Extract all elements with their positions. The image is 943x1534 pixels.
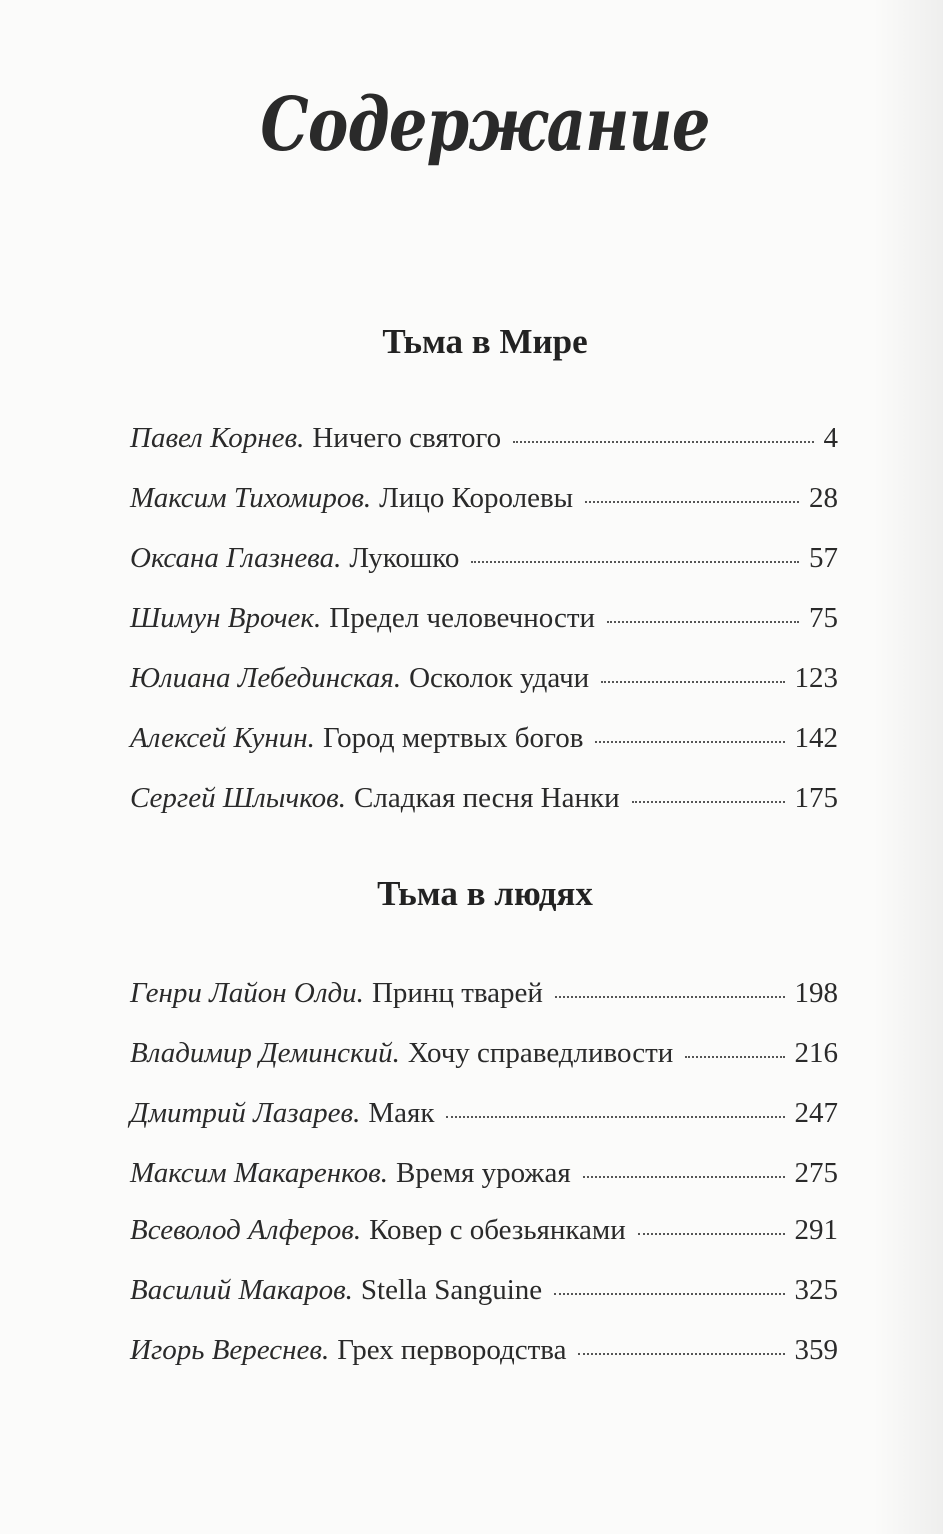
toc-leader-dots <box>632 801 785 803</box>
toc-title: Сладкая песня Нанки <box>354 782 620 814</box>
toc-entry[interactable] <box>130 1157 838 1190</box>
toc-title: Ковер с обезьянками <box>369 1214 626 1246</box>
toc-author: Шимун Врочек. <box>130 602 322 634</box>
toc-page-number: 57 <box>809 542 838 574</box>
toc-title: Хочу справедливости <box>407 1037 674 1069</box>
toc-entry[interactable] <box>130 1334 838 1367</box>
toc-entry[interactable] <box>130 542 838 575</box>
toc-author: Игорь Вереснев. <box>130 1334 330 1366</box>
toc-entry[interactable] <box>130 977 838 1010</box>
toc-leader-dots <box>638 1233 785 1235</box>
toc-page-number: 247 <box>794 1097 838 1129</box>
toc-page-number: 4 <box>823 422 838 454</box>
toc-entry[interactable] <box>130 1274 838 1307</box>
toc-leader-dots <box>595 741 784 743</box>
toc-entry[interactable] <box>130 1097 838 1130</box>
toc-entry[interactable] <box>130 602 838 635</box>
toc-page-number: 325 <box>794 1274 838 1306</box>
toc-leader-dots <box>578 1353 784 1355</box>
toc-page-number: 216 <box>794 1037 838 1069</box>
toc-page-number: 359 <box>794 1334 838 1366</box>
page-edge-shadow <box>873 0 943 1534</box>
toc-author: Максим Макаренков. <box>130 1157 388 1189</box>
toc-title: Принц тварей <box>371 977 543 1009</box>
toc-entry[interactable] <box>130 662 838 695</box>
page-title: Содержание <box>260 82 710 168</box>
toc-page-number: 198 <box>794 977 838 1009</box>
toc-author: Владимир Деминский. <box>130 1037 400 1069</box>
toc-leader-dots <box>685 1056 784 1058</box>
toc-author: Василий Макаров. <box>130 1274 353 1306</box>
toc-page-number: 123 <box>794 662 838 694</box>
toc-leader-dots <box>601 681 784 683</box>
toc-leader-dots <box>555 996 785 998</box>
toc-leader-dots <box>513 441 813 443</box>
toc-leader-dots <box>471 561 799 563</box>
toc-title: Город мертвых богов <box>322 722 584 754</box>
toc-title: Время урожая <box>395 1157 571 1189</box>
toc-author: Максим Тихомиров. <box>130 482 372 514</box>
toc-page-number: 142 <box>794 722 838 754</box>
toc-page-number: 291 <box>794 1214 838 1246</box>
toc-entry[interactable] <box>130 1037 838 1070</box>
section-heading: Тьма в людях <box>377 874 593 913</box>
section-heading: Тьма в Мире <box>382 322 588 361</box>
toc-leader-dots <box>554 1293 784 1295</box>
toc-title: Лукошко <box>349 542 460 574</box>
toc-author: Оксана Глазнева. <box>130 542 342 574</box>
toc-entry[interactable] <box>130 782 838 815</box>
toc-author: Алексей Кунин. <box>130 722 315 754</box>
toc-entry[interactable] <box>130 722 838 755</box>
toc-title: Лицо Королевы <box>379 482 574 514</box>
toc-title: Stella Sanguine <box>360 1274 543 1306</box>
toc-page-number: 275 <box>794 1157 838 1189</box>
toc-leader-dots <box>585 501 799 503</box>
toc-author: Юлиана Лебединская. <box>130 662 402 694</box>
toc-leader-dots <box>607 621 799 623</box>
toc-entry[interactable] <box>130 482 838 515</box>
toc-page-number: 28 <box>809 482 838 514</box>
toc-page-number: 175 <box>794 782 838 814</box>
toc-leader-dots <box>583 1176 785 1178</box>
toc-entry[interactable] <box>130 422 838 455</box>
toc-author: Всеволод Алферов. <box>130 1214 362 1246</box>
toc-entry[interactable] <box>130 1214 838 1247</box>
toc-page-number: 75 <box>809 602 838 634</box>
toc-title: Маяк <box>368 1097 435 1129</box>
toc-title: Осколок удачи <box>409 662 590 694</box>
toc-author: Павел Корнев. <box>130 422 305 454</box>
toc-title: Предел человечности <box>329 602 596 634</box>
toc-author: Генри Лайон Олди. <box>130 977 364 1009</box>
toc-author: Сергей Шлычков. <box>130 782 347 814</box>
toc-title: Грех первородства <box>337 1334 567 1366</box>
toc-title: Ничего святого <box>312 422 502 454</box>
toc-author: Дмитрий Лазарев. <box>130 1097 361 1129</box>
toc-leader-dots <box>446 1116 784 1118</box>
